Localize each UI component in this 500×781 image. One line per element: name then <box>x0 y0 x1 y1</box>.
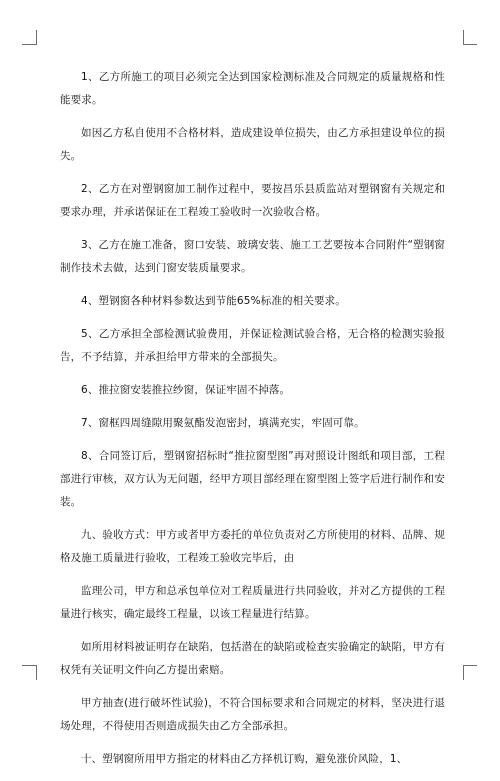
crop-mark-bottom-left <box>22 665 36 666</box>
paragraph-13: 甲方抽查(进行破坏性试验)，不符合国标要求和合同规定的材料，坚决进行退场处理，不得使用否则造成损失由乙方全部承担。 <box>60 697 445 732</box>
crop-mark-top-left <box>36 30 37 45</box>
paragraph-4: 3、乙方在施工准备，窗口安装、玻璃安装、施工工艺要按本合同附件“塑钢窗制作技术去做，达到门窗安装质量要求。 <box>60 239 445 274</box>
paragraph-14: 十、塑钢窗所用甲方指定的材料由乙方择机订购，避免涨价风险，1、 <box>81 753 408 765</box>
crop-mark-bottom-right <box>463 665 477 666</box>
crop-mark-top-right <box>463 44 477 45</box>
paragraph-9: 8、合同签订后，塑钢窗招标时“推拉窗型图”再对照设计图纸和项目部，工程部进行审核，双方认为无问题，经甲方项目部经理在窗型图上签字后进行制作和安装。 <box>60 450 445 508</box>
paragraph-10: 九、验收方式：甲方或者甲方委托的单位负责对乙方所使用的材料、品牌、规格及施工质量进行验收，工程竣工验收完毕后，由 <box>60 529 445 564</box>
paragraph-1: 1、乙方所施工的项目必须完全达到国家检测标准及合同规定的质量规格和性能要求。 <box>60 71 445 106</box>
paragraph-8: 7、窗框四周缝隙用聚氨酯发泡密封，填满充实，牢固可靠。 <box>81 417 365 429</box>
crop-mark-top-left <box>22 44 36 45</box>
paragraph-5: 4、塑钢窗各种材料参数达到节能65%标准的相关要求。 <box>81 295 346 307</box>
paragraph-12: 如所用材料被证明存在缺陷，包括潜在的缺陷或检查实验确定的缺陷，甲方有权凭有关证明文件向乙方提出索赔。 <box>60 641 445 676</box>
crop-mark-top-right <box>463 30 464 45</box>
paragraph-2: 如因乙方私自使用不合格材料，造成建设单位损失，由乙方承担建设单位的损失。 <box>60 127 445 162</box>
paragraph-6: 5、乙方承担全部检测试验费用，并保证检测试验合格，无合格的检测实验报告，不予结算，并承担给甲方带来的全部损失。 <box>60 328 445 363</box>
paragraph-3: 2、乙方在对塑钢窗加工制作过程中，要按昌乐县质监站对塑钢窗有关规定和要求办理，并承诺保证在工程竣工验收时一次验收合格。 <box>60 183 445 218</box>
crop-mark-bottom-left <box>36 665 37 680</box>
paragraph-7: 6、推拉窗安装推拉纱窗，保证牢固不掉落。 <box>81 384 291 396</box>
paragraph-11: 监理公司，甲方和总承包单位对工程质量进行共同验收，并对乙方提供的工程量进行核实，确定最终工程量，以该工程量进行结算。 <box>60 585 445 620</box>
document-body <box>60 66 445 781</box>
crop-mark-bottom-right <box>463 665 464 680</box>
